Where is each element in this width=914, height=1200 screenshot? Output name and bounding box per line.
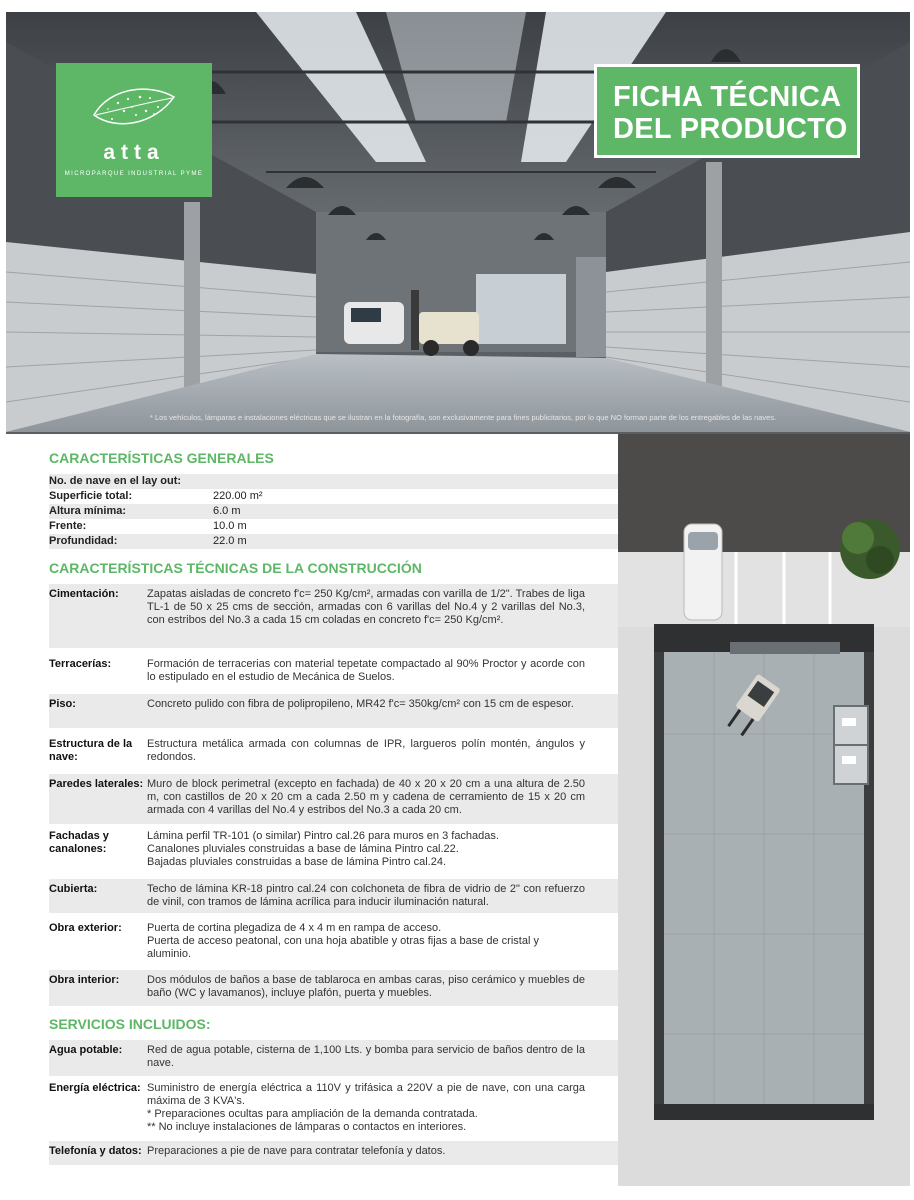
row-text: Zapatas aisladas de concreto f'c= 250 Kg/cm², armadas con varilla de 1/2". Trabes de liga TL-1 de 50 x 25 cms de sección, armadas con 6 varillas del No.4 y 2 varillas del No.3, con estribos del No.3 a cada 15 cm coladas en concreto f'c= 250 Kg/cm². bbox=[147, 588, 585, 626]
row-text: Formación de terracerias con material tepetate compactado al 90% Proctor y acorde con lo estipulado en el estudio de Mecánica de Suelos. bbox=[147, 658, 585, 683]
row-label: Obra exterior: bbox=[49, 922, 122, 934]
row-label: Obra interior: bbox=[49, 974, 120, 986]
row-label: No. de nave en el lay out: bbox=[49, 475, 182, 487]
spec-row-cimentacion bbox=[49, 584, 618, 648]
row-label: Fachadas y canalones: bbox=[49, 830, 109, 855]
general-row bbox=[49, 504, 618, 519]
general-row bbox=[49, 489, 618, 504]
row-label: Superficie total: bbox=[49, 490, 133, 502]
row-text: Red de agua potable, cisterna de 1,100 Lts. y bomba para servicio de baños dentro de la nave. bbox=[147, 1044, 585, 1069]
floor-plan-aerial bbox=[618, 434, 910, 1186]
row-line: Canalones pluviales construidas a base de lámina Pintro cal.22. bbox=[147, 843, 459, 855]
row-label: Cimentación: bbox=[49, 588, 119, 600]
row-value: 10.0 m bbox=[213, 520, 247, 532]
page-title-line2: DEL PRODUCTO bbox=[613, 113, 848, 145]
row-label: Agua potable: bbox=[49, 1044, 123, 1056]
row-line: Puerta de cortina plegadiza de 4 x 4 m en rampa de acceso. bbox=[147, 922, 442, 934]
row-line: Bajadas pluviales construidas a base de lámina Pintro cal.24. bbox=[147, 856, 447, 868]
row-label: Estructura de la nave: bbox=[49, 738, 133, 763]
row-text bbox=[147, 922, 585, 961]
row-text: Concreto pulido con fibra de polipropileno, MR42 f'c= 350kg/cm² con 15 cm de espesor. bbox=[147, 698, 574, 710]
row-value: 220.00 m² bbox=[213, 490, 263, 502]
spec-row-fachadas bbox=[49, 826, 618, 876]
row-label: Piso: bbox=[49, 698, 76, 710]
general-row bbox=[49, 519, 618, 534]
spec-row-terracerias bbox=[49, 654, 618, 688]
construction-heading: CARACTERÍSTICAS TÉCNICAS DE LA CONSTRUCCIÓN bbox=[49, 560, 422, 576]
row-text bbox=[147, 1082, 585, 1134]
atta-logo bbox=[56, 63, 212, 197]
row-text: Techo de lámina KR-18 pintro cal.24 con colchoneta de fibra de vidrio de 2" con refuerzo de vinil, con tramos de lámina acrílica para inducir iluminación natural. bbox=[147, 883, 585, 908]
leaf-icon bbox=[88, 81, 180, 137]
spec-row-piso bbox=[49, 694, 618, 728]
service-row-agua bbox=[49, 1040, 618, 1076]
row-text: Estructura metálica armada con columnas de IPR, largueros polín montén, ángulos y redondos. bbox=[147, 738, 585, 763]
row-label: Energía eléctrica: bbox=[49, 1082, 141, 1094]
row-text: Preparaciones a pie de nave para contratar telefonía y datos. bbox=[147, 1145, 446, 1157]
row-line: Lámina perfil TR-101 (o similar) Pintro cal.26 para muros en 3 fachadas. bbox=[147, 830, 499, 842]
spec-panel bbox=[6, 434, 618, 1186]
row-value: 6.0 m bbox=[213, 505, 241, 517]
logo-wordmark: atta bbox=[103, 141, 165, 164]
spec-row-paredes bbox=[49, 774, 618, 824]
service-row-energia bbox=[49, 1078, 618, 1138]
row-text: Dos módulos de baños a base de tablaroca en ambas caras, piso cerámico y muebles de baño (WC y lavamanos), incluye plafón, puerta y muebles. bbox=[147, 974, 585, 999]
row-text: Muro de block perimetral (excepto en fachada) de 40 x 20 x 20 cm a una altura de 2.50 m, con castillos de 20 x 20 cm a cada 2.50 m y cadena de cerramiento de 15 x 20 cm armada con 4 varillas del No.4 y estribos del No.3 a cada 20 cm. bbox=[147, 778, 585, 816]
page-title-line1: FICHA TÉCNICA bbox=[613, 81, 842, 113]
row-line: ** No incluye instalaciones de lámparas o contactos en interiores. bbox=[147, 1121, 467, 1133]
spec-row-cubierta bbox=[49, 879, 618, 913]
general-row bbox=[49, 474, 618, 489]
general-heading: CARACTERÍSTICAS GENERALES bbox=[49, 450, 274, 466]
logo-tagline: MICROPARQUE INDUSTRIAL PYME bbox=[64, 171, 204, 177]
spec-row-obra-exterior bbox=[49, 918, 618, 966]
row-label: Altura mínima: bbox=[49, 505, 127, 517]
photo-disclaimer: * Los vehículos, lámparas e instalaciones eléctricas que se ilustran en la fotografía, son exclusivamente para fines publicitarios, por lo que NO forman parte de los entregables de las naves. bbox=[150, 413, 777, 422]
services-heading: SERVICIOS INCLUIDOS: bbox=[49, 1016, 211, 1032]
row-label: Telefonía y datos: bbox=[49, 1145, 142, 1157]
spec-row-estructura bbox=[49, 734, 618, 768]
general-row bbox=[49, 534, 618, 549]
title-box bbox=[594, 64, 860, 158]
service-row-telefonia bbox=[49, 1141, 618, 1165]
row-label: Frente: bbox=[49, 520, 87, 532]
row-label: Profundidad: bbox=[49, 535, 118, 547]
row-line: * Preparaciones ocultas para ampliación de la demanda contratada. bbox=[147, 1108, 478, 1120]
row-label: Cubierta: bbox=[49, 883, 98, 895]
spec-row-obra-interior bbox=[49, 970, 618, 1006]
row-label: Paredes laterales: bbox=[49, 778, 144, 790]
row-value: 22.0 m bbox=[213, 535, 247, 547]
row-text bbox=[147, 830, 585, 869]
row-line: Puerta de acceso peatonal, con una hoja abatible y otras fijas a base de cristal y aluminio. bbox=[147, 935, 539, 960]
row-line: Suministro de energía eléctrica a 110V y trifásica a 220V a pie de nave, con una carga máxima de 3 KVA's. bbox=[147, 1082, 585, 1107]
row-label: Terracerías: bbox=[49, 658, 112, 670]
